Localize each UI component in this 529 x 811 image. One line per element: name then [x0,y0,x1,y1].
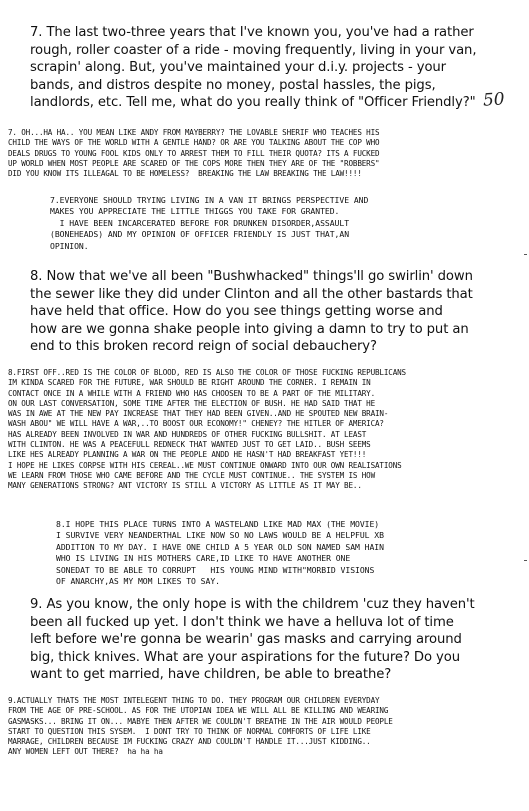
answer-8-first: 8.FIRST OFF..RED IS THE COLOR OF BLOOD, RED IS ALSO THE COLOR OF THOSE FUCKING REPUBLICANS IM KINDA SCARED FOR THE FUTURE, WAR SHOULD BE RIGHT AROUND THE CORNER. I REMAIN IN CONTACT ONCE IN A WHILE WITH A FRIEND WHO HAS CHOOSEN TO BE A PART OF THE MILITARY. ON OUR LAST CONVERSATION, SOME TIME AFTER THE ELECTION OF BUSH. HE HAD SAID THAT HE WAS IN AWE AT THE NEW PAY INCREASE THAT THEY HAD BEEN GIVEN..AND HE SPOUTED NEW BRAIN- WASH ABOU" WE WILL HAVE A WAR,..TO BOOST OUR ECONOMY!" CHENEY? THE HITLER OF AMERICA? HAS ALREADY BEEN INVOLVED IN WAR AND HUNDREDS OF OTHER FUCKING BULLSHIT. AT LEAST WITH CLINTON. HE WAS A PEACEFULL REDNECK THAT WANTED JUST TO GET LAID.. BUSH SEEMS LIKE HES ALREADY PLANNING A WAR ON THE PEOPLE ANDD HE HASN'T HAD BREAKFAST YET!!! I HOPE HE LIKES CORPSE WITH HIS CEREAL..WE MUST CONTINUE ONWARD INTO OUR OWN REALISATIONS WE LEARN FROM THOSE WHO CAME BEFORE AND THE CYCLE MUST CONTINUE.. THE SYSTEM IS HOW MANY GENERATIONS STRONG? ANT VICTORY IS STILL A VICTORY AS LITTLE AS IT MAY BE.. [8,368,406,491]
question-9: 9. As you know, the only hope is with the childrem 'cuz they haven't been all fucked up yet. I don't think we have a helluva lot of time left before we're gonna be wearin' gas masks and carrying around big, thick knives. What are your aspirations for the future? Do you want to get married, have children, be able to breathe? [30,597,475,683]
answer-7-first: 7. OH...HA HA.. YOU MEAN LIKE ANDY FROM MAYBERRY? THE LOVABLE SHERIF WHO TEACHES HIS CHILD THE WAYS OF THE WORLD WITH A GENTLE HAND? OR ARE YOU TALKING ABOUT THE COP WHO DEALS DRUGS TO YOUNG FOOL KIDS ONLY TO ARREST THEM TO FILL THEIR QUOTA? ITS A FUCKED UP WORLD WHEN MOST PEOPLE ARE SCARED OF THE COPS MORE THEN THEY ARE OF THE "ROBBERS" DID YOU KNOW ITS ILLEAGAL TO BE HOMELESS? BREAKING THE LAW BREAKING THE LAW!!!! [8,128,380,179]
margin-mark [524,254,527,255]
question-7: 7. The last two-three years that I've known you, you've had a rather rough, roller coaster of a ride - moving frequently, living in your van, scrapin' along. But, you've maintained your d.i.y. projects - your bands, and distros despite no money, postal hassles, the pigs, landlords, etc. Tell me, what do you really think of "Officer Friendly?" [30,25,477,111]
answer-8-second: 8.I HOPE THIS PLACE TURNS INTO A WASTELAND LIKE MAD MAX (THE MOVIE) I SURVIVE VERY NEANDERTHAL LIKE NOW SO NO LAWS WOULD BE A HELPFUL XB ADDITION TO MY DAY. I HAVE ONE CHILD A 5 YEAR OLD SON NAMED SAM HAIN WHO IS LIVING IN HIS MOTHERS CARE,ID LIKE TO HAVE ANOTHER ONE SONEDAT TO BE ABLE TO CORRUPT HIS YOUNG MIND WITH"MORBID VISIONS OF ANARCHY,AS MY MOM LIKES TO SAY. [56,519,384,587]
answer-7-second: 7.EVERYONE SHOULD TRYING LIVING IN A VAN IT BRINGS PERSPECTIVE AND MAKES YOU APPRECIATE THE LITTLE THIGGS YOU TAKE FOR GRANTED. I HAVE BEEN INCARCERATED BEFORE FOR DRUNKEN DISORDER,ASSAULT (BONEHEADS) AND MY OPINION OF OFFICER FRIENDLY IS JUST THAT,AN OPINION. [50,195,369,251]
answer-9-first: 9.ACTUALLY THATS THE MOST INTELEGENT THING TO DO. THEY PROGRAM OUR CHILDREN EVERYDAY FROM THE AGE OF PRE-SCHOOL. AS FOR THE UTOPIAN IDEA WE WILL ALL BE KILLING AND WEARING GASMASKS... BRING IT ON... MABYE THEN AFTER WE COULDN'T BREATHE IN THE AIR WOULD PEOPLE START TO QUESTION THIS SYSEM. I DONT TRY TO THINK OF NORMAL COMFORTS OF LIFE LIKE MARRAGE, CHILDREN BECAUSE IM FUCKING CRAZY AND COULDN'T HANDLE IT...JUST KIDDING.. ANY WOMEN LEFT OUT THERE? ha ha ha [8,696,393,757]
handwritten-note: 50 [482,89,506,111]
margin-mark [524,560,527,561]
question-8: 8. Now that we've all been "Bushwhacked" things'll go swirlin' down the sewer like they did under Clinton and all the other bastards that have held that office. How do you see things getting worse and how are we gonna shake people into giving a damn to try to put an end to this broken record reign of social debauchery? [30,269,473,355]
